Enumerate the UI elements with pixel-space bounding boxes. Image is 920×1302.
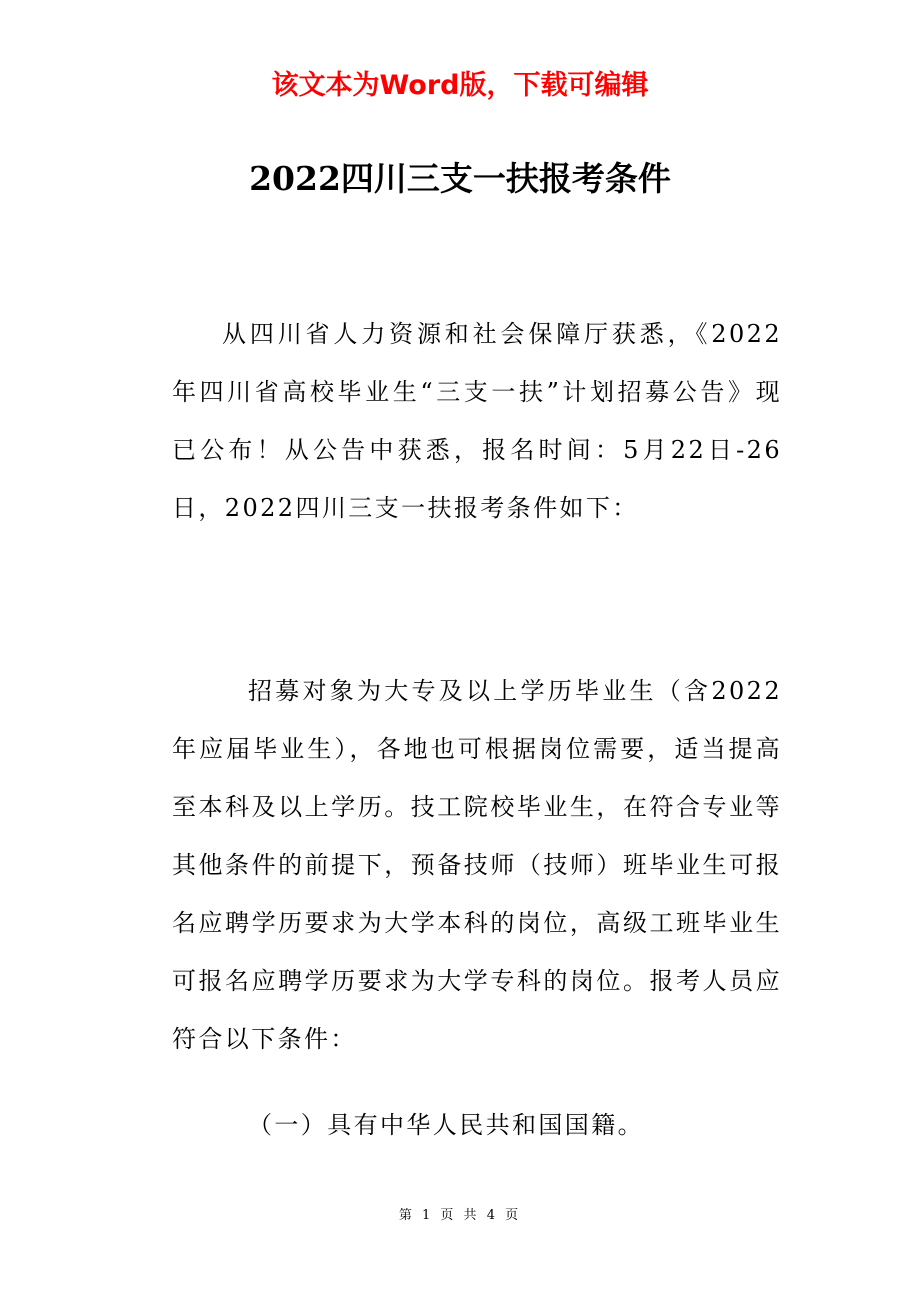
page-footer: 第 1 页 共 4 页	[398, 1208, 522, 1223]
paragraph-recruitment-target: 招募对象为大专及以上学历毕业生（含2022年应届毕业生），各地也可根据岗位需要，适当提高至本科及以上学历。技工院校毕业生，在符合专业等其他条件的前提下，预备技师（技师）班毕业生可报名应聘学历要求为大学本科的岗位，高级工班毕业生可报名应聘学历要求为大学专科的岗位。报考人员应符合以下条件：	[172, 677, 782, 1053]
document-title: 2022四川三支一扶报考条件	[249, 159, 671, 198]
paragraph-condition-1: （一）具有中华人民共和国国籍。	[248, 1111, 644, 1139]
paragraph-intro: 从四川省人力资源和社会保障厅获悉，《2022年四川省高校毕业生“三支一扶”计划招募公告》现已公布！从公告中获悉，报名时间：5月22日-26日，2022四川三支一扶报考条件如下：	[172, 320, 782, 522]
download-notice-banner: 该文本为Word版，下载可编辑	[271, 70, 649, 101]
